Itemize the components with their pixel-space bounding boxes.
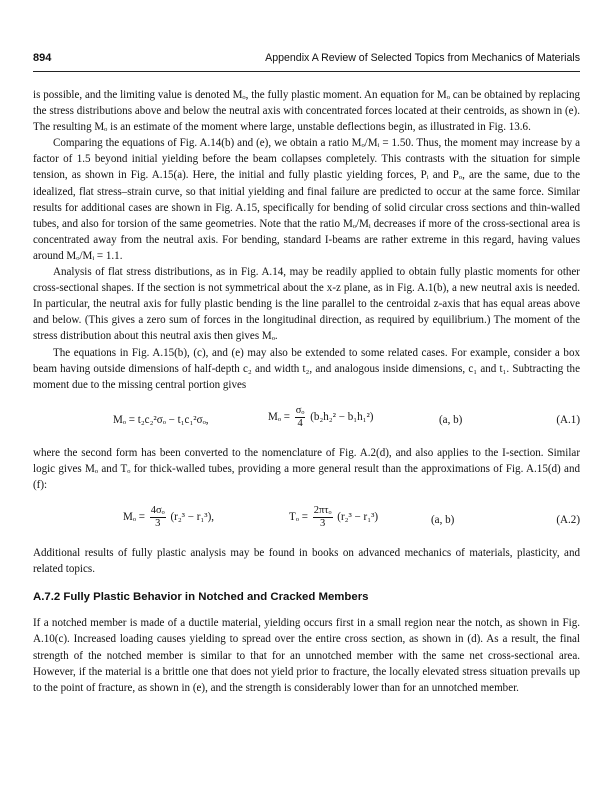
equation-a1-tag: (a, b) xyxy=(439,413,463,426)
equation-a1-rhs: (b₂h₂² − b₁h₁²) xyxy=(310,410,374,423)
running-header xyxy=(33,52,580,68)
equation-a2-tag: (a, b) xyxy=(431,514,455,527)
paragraph-3: Analysis of flat stress distributions, as in Fig. A.14, may be readily applied to obtain fully plastic moments for other cross-sectional shapes. If the section is not symmetrical about the x-z plane, as in Fig. A.1(b), a new neutral axis is needed. In particular, the neutral axis for fully plastic bending is the line parallel to the centroidal z-axis that has equal areas above and below. (This gives a zero sum of forces in the longitudinal direction, as required by equilibrium.) The moment of the stress distribution about this neutral axis then gives Mₒ. xyxy=(33,266,580,343)
equation-a2-t-rhs: (r₂³ − r₁³) xyxy=(337,511,379,524)
page-number: 894 xyxy=(33,52,52,64)
equation-a2-t-lhs: Tₒ = xyxy=(289,511,308,524)
equation-a2-moment xyxy=(123,505,214,530)
equation-a2 xyxy=(33,503,580,537)
equation-a2-m-lhs: Mₒ = xyxy=(123,511,145,524)
equation-a2-torque xyxy=(289,505,378,530)
paragraph-4: The equations in Fig. A.15(b), (c), and (e) may also be extended to some related cases. For example, consider a box beam having outside dimensions of half-depth c₂ and width t₂, and analogous inside dimensions, c₁ and t₁. Subtracting the moment due to the missing central portion gives xyxy=(33,346,580,391)
equation-a2-m-rhs: (r₂³ − r₁³), xyxy=(170,511,215,524)
paragraph-6: Additional results of fully plastic analysis may be found in books on advanced mechanics of materials, plasticity, and related topics. xyxy=(33,547,580,576)
equation-a2-m-numerator: 4σₒ xyxy=(150,505,165,517)
equation-a1 xyxy=(33,403,580,437)
equation-a1-denominator: 4 xyxy=(297,417,303,429)
equation-a1-fraction xyxy=(295,405,306,430)
header-rule xyxy=(33,71,580,72)
equation-a2-t-numerator: 2πτₒ xyxy=(313,505,332,517)
equation-a2-m-fraction xyxy=(150,505,166,530)
equation-a1-first-form: Mₒ = t₂c₂²σₒ − t₁c₁²σₒ, xyxy=(113,413,209,426)
equation-a2-m-denominator: 3 xyxy=(155,518,161,530)
paragraph-5: where the second form has been converted to the nomenclature of Fig. A.2(d), and also applies to the I-section. Similar logic gives Mₒ and Tₒ for thick-walled tubes, providing a more general result than the approximations of Fig. A.15(d) and (f): xyxy=(33,446,580,491)
paragraph-2: Comparing the equations of Fig. A.14(b) and (e), we obtain a ratio Mₒ/Mᵢ = 1.50. Thus, the moment may increase by a factor of 1.5 beyond initial yielding before the beam collapses completely. This contrasts with the situation for simple tension, as shown in Fig. A.15(a). Here, the initial and fully plastic yielding forces, Pᵢ and Pₒ, are the same, due to the idealized, flat stress–strain curve, so that initial yielding and final failure are predicted to occur at the same force. Similar results for additional cases are shown in Fig. A.15, specifically for bending of solid circular cross sections and thin-walled tubes, and also for torsion of the same geometries. Note that the ratio Mₒ/Mᵢ decreases if more of the cross-sectional area is concentrated away from the neutral axis. For bending, standard I-beams are rather extreme in this regard, having values around Mₒ/Mᵢ = 1.1. xyxy=(33,137,580,262)
equation-a2-number: (A.2) xyxy=(556,514,580,527)
section-heading: A.7.2 Fully Plastic Behavior in Notched and Cracked Members xyxy=(33,591,369,604)
equation-a1-numerator: σₒ xyxy=(295,404,305,416)
paragraph-7: If a notched member is made of a ductile material, yielding occurs first in a small region near the notch, as shown in Fig. A.10(c). Increased loading causes yielding to spread over the entire cross section, as shown in (d). As a result, the final strength of the notched member is similar to that for an unnotched member with the same net cross-sectional area. However, if the material is a brittle one that does not yield prior to fracture, the locally elevated stress situation prevails up to the point of fracture, as shown in (e), and the strength is considerably lower than for an unnotched member. xyxy=(33,617,580,694)
equation-a1-number: (A.1) xyxy=(556,413,580,426)
equation-a2-t-fraction xyxy=(313,505,333,530)
paragraph-1: is possible, and the limiting value is denoted Mₒ, the fully plastic moment. An equation for Mₒ can be obtained by replacing the stress distributions above and below the neutral axis with concentrated forces located at their centroids, as shown in (e). The resulting Mₒ is an estimate of the moment where large, unstable deflections begin, as illustrated in Fig. 13.6. xyxy=(33,89,580,134)
body-text xyxy=(33,87,580,696)
equation-a1-lhs: Mₒ = xyxy=(268,410,290,423)
equation-a1-second-form xyxy=(268,405,373,430)
running-title: Appendix A Review of Selected Topics from Mechanics of Materials xyxy=(265,52,580,64)
equation-a2-t-denominator: 3 xyxy=(319,518,326,530)
